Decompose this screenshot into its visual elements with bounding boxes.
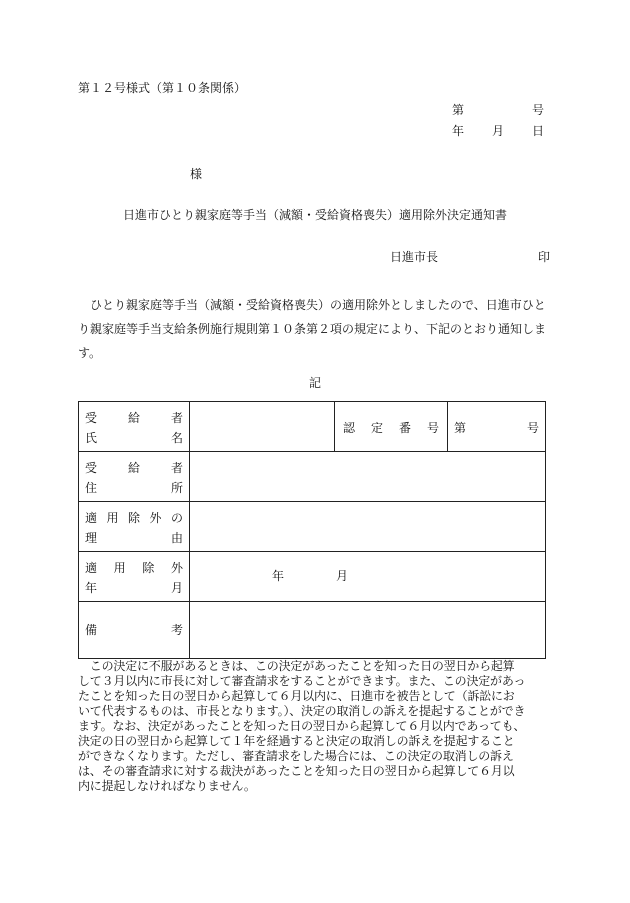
- label-char: 除: [142, 561, 155, 575]
- label-char: の: [170, 511, 183, 525]
- label-char: 給: [127, 411, 140, 425]
- label-char: 認: [343, 421, 356, 435]
- number-suffix: 号: [531, 103, 544, 117]
- label-char: 外: [170, 561, 183, 575]
- recipient-address-value[interactable]: [190, 452, 546, 502]
- date-year: 年: [452, 124, 465, 138]
- body-paragraph: ひとり親家庭等手当（減額・受給資格喪失）の適用除外としましたので、日進市ひとり親家庭等手当支給条例施行規則第１０条第２項の規定により、下記のとおり通知します。: [78, 298, 547, 360]
- label-char: 給: [127, 461, 140, 475]
- table-row-recipient-name: [79, 402, 546, 452]
- document-title: 日進市ひとり親家庭等手当（減額・受給資格喪失）適用除外決定通知書: [122, 208, 507, 222]
- cert-number-suffix: 号: [526, 421, 539, 435]
- label-char: 適: [85, 561, 98, 575]
- label-char: 氏: [85, 431, 98, 445]
- table-row-exclusion-reason: [79, 502, 546, 552]
- exclusion-year: 年: [272, 569, 285, 583]
- recipient-name-value[interactable]: [190, 402, 335, 452]
- number-prefix: 第: [452, 103, 465, 117]
- label-char: 定: [370, 421, 383, 435]
- label-char: 年: [85, 581, 98, 595]
- label-char: 者: [170, 411, 183, 425]
- label-char: 号: [426, 421, 439, 435]
- document-number: [452, 101, 544, 118]
- recipient-address-label: [79, 452, 190, 502]
- exclusion-date-value[interactable]: [190, 552, 546, 602]
- label-char: 所: [170, 481, 183, 495]
- document-date: [452, 122, 544, 139]
- label-char: 用: [106, 511, 119, 525]
- appeal-notice: この決定に不服があるときは、この決定があったことを知った日の翌日から起算して３月以内に市長に対して審査請求をすることができます。また、この決定があったことを知った日の翌日から起算して６月以内に、日進市を被告として（訴訟において代表するものは、市長となります。）、決定の取消しの訴えを提起することができます。なお、決定があったことを知った日の翌日から起算して６月以内であっても、決定の日の翌日から起算して１年を経過すると決定の取消しの訴えを提起することができなくなります。ただし、審査請求をした場合には、この決定の取消しの訴えは、その審査請求に対する裁決があったことを知った日の翌日から起算して６月以内に提起しなければなりません。: [78, 659, 526, 793]
- remarks-label: [79, 602, 190, 659]
- table-row-remarks: [79, 602, 546, 659]
- exclusion-month: 月: [336, 569, 349, 583]
- cert-number-label: [335, 402, 448, 452]
- label-char: 月: [170, 581, 183, 595]
- seal-mark: 印: [538, 250, 551, 264]
- addressee-honorific: 様: [190, 167, 203, 181]
- label-char: 者: [170, 461, 183, 475]
- date-day: 日: [531, 124, 544, 138]
- cert-number-prefix: 第: [454, 421, 467, 435]
- table-row-exclusion-date: [79, 552, 546, 602]
- date-month: 月: [491, 124, 504, 138]
- form-label: 第１２号様式（第１０条関係）: [78, 81, 247, 95]
- issuer-name: 日進市長: [390, 250, 439, 264]
- label-char: 受: [85, 461, 98, 475]
- label-char: 除: [127, 511, 140, 525]
- label-char: 外: [149, 511, 162, 525]
- label-char: 備: [85, 623, 98, 637]
- label-char: 理: [85, 531, 98, 545]
- recipient-name-label: [79, 402, 190, 452]
- label-char: 住: [85, 481, 98, 495]
- label-char: 名: [170, 431, 183, 445]
- exclusion-date-label: [79, 552, 190, 602]
- label-char: 受: [85, 411, 98, 425]
- label-char: 適: [85, 511, 98, 525]
- exclusion-reason-value[interactable]: [190, 502, 546, 552]
- label-char: 番: [398, 421, 411, 435]
- label-char: 由: [170, 531, 183, 545]
- exclusion-reason-label: [79, 502, 190, 552]
- table-row-recipient-address: [79, 452, 546, 502]
- ki-heading: 記: [308, 376, 321, 390]
- remarks-value[interactable]: [190, 602, 546, 659]
- label-char: 用: [113, 561, 126, 575]
- cert-number-value[interactable]: [448, 402, 546, 452]
- details-table: [78, 401, 546, 659]
- label-char: 考: [170, 623, 183, 637]
